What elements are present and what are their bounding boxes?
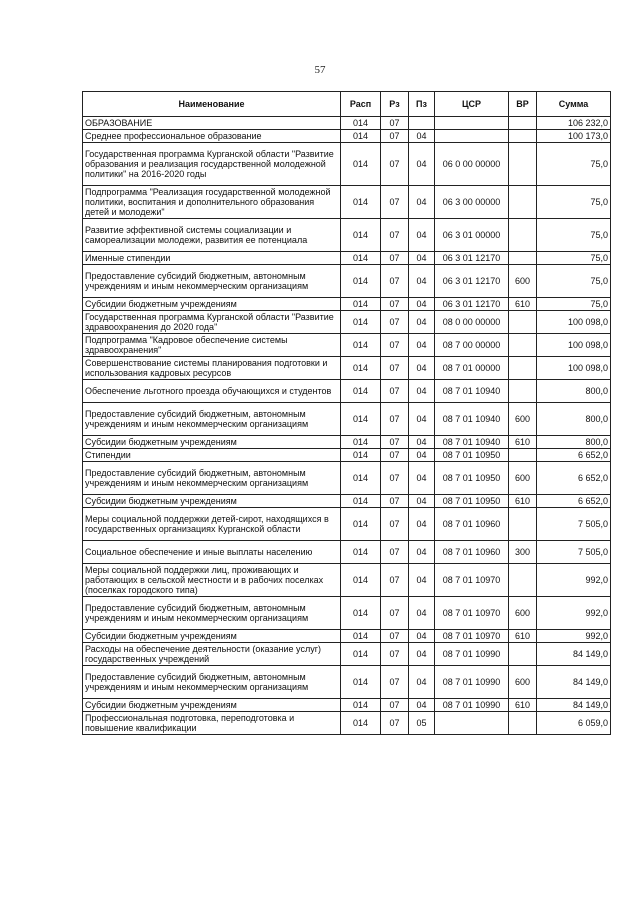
cell-sum: 75,0	[537, 265, 611, 298]
table-row	[83, 219, 611, 252]
header-name: Наименование	[83, 92, 341, 117]
cell-vr: 610	[509, 630, 537, 643]
table-row	[83, 380, 611, 403]
table-row	[83, 495, 611, 508]
table-row	[83, 357, 611, 380]
cell-csr: 08 7 01 10950	[435, 495, 509, 508]
cell-sum: 7 505,0	[537, 508, 611, 541]
cell-pz: 04	[409, 130, 435, 143]
cell-rasp: 014	[341, 449, 381, 462]
cell-name: Государственная программа Курганской области "Развитие здравоохранения до 2020 года"	[83, 311, 341, 334]
cell-csr: 06 3 01 12170	[435, 265, 509, 298]
table-row	[83, 462, 611, 495]
cell-sum: 84 149,0	[537, 666, 611, 699]
cell-csr: 06 0 00 00000	[435, 143, 509, 186]
cell-vr: 600	[509, 265, 537, 298]
cell-name: Субсидии бюджетным учреждениям	[83, 436, 341, 449]
cell-sum: 992,0	[537, 597, 611, 630]
cell-csr	[435, 117, 509, 130]
table-row	[83, 666, 611, 699]
cell-pz: 04	[409, 643, 435, 666]
table-row	[83, 643, 611, 666]
header-row	[83, 92, 611, 117]
cell-vr: 600	[509, 403, 537, 436]
cell-name: Субсидии бюджетным учреждениям	[83, 699, 341, 712]
cell-vr	[509, 449, 537, 462]
table-body	[83, 117, 611, 735]
cell-rasp: 014	[341, 712, 381, 735]
cell-pz: 04	[409, 541, 435, 564]
cell-rasp: 014	[341, 143, 381, 186]
cell-sum: 6 652,0	[537, 462, 611, 495]
cell-csr: 08 7 01 10940	[435, 380, 509, 403]
cell-rz: 07	[381, 334, 409, 357]
cell-rasp: 014	[341, 436, 381, 449]
cell-pz: 04	[409, 265, 435, 298]
table-row	[83, 186, 611, 219]
cell-vr: 610	[509, 699, 537, 712]
budget-table	[82, 91, 611, 735]
cell-rasp: 014	[341, 265, 381, 298]
cell-sum: 75,0	[537, 143, 611, 186]
cell-pz: 04	[409, 403, 435, 436]
cell-vr: 610	[509, 495, 537, 508]
cell-pz: 04	[409, 699, 435, 712]
header-sum: Сумма	[537, 92, 611, 117]
cell-pz: 04	[409, 508, 435, 541]
cell-sum: 6 652,0	[537, 495, 611, 508]
cell-rasp: 014	[341, 666, 381, 699]
cell-vr: 600	[509, 597, 537, 630]
cell-rz: 07	[381, 630, 409, 643]
cell-csr: 08 7 01 00000	[435, 357, 509, 380]
cell-sum: 6 652,0	[537, 449, 611, 462]
cell-pz: 04	[409, 143, 435, 186]
cell-rz: 07	[381, 219, 409, 252]
cell-rasp: 014	[341, 380, 381, 403]
cell-csr: 06 3 01 00000	[435, 219, 509, 252]
cell-name: Среднее профессиональное образование	[83, 130, 341, 143]
cell-rasp: 014	[341, 403, 381, 436]
cell-sum: 106 232,0	[537, 117, 611, 130]
cell-pz: 04	[409, 630, 435, 643]
cell-csr: 08 7 01 10990	[435, 699, 509, 712]
cell-rz: 07	[381, 357, 409, 380]
cell-vr	[509, 564, 537, 597]
cell-pz: 04	[409, 186, 435, 219]
cell-rz: 07	[381, 666, 409, 699]
table-row	[83, 117, 611, 130]
cell-pz: 04	[409, 357, 435, 380]
cell-csr: 08 7 01 10940	[435, 403, 509, 436]
cell-vr	[509, 380, 537, 403]
cell-name: Подпрограмма "Кадровое обеспечение системы здравоохранения"	[83, 334, 341, 357]
cell-name: Расходы на обеспечение деятельности (оказание услуг) государственных учреждений	[83, 643, 341, 666]
cell-pz: 04	[409, 380, 435, 403]
cell-vr	[509, 252, 537, 265]
table-row	[83, 712, 611, 735]
cell-rasp: 014	[341, 186, 381, 219]
cell-vr	[509, 219, 537, 252]
cell-csr: 08 7 01 10960	[435, 541, 509, 564]
cell-rasp: 014	[341, 357, 381, 380]
header-pz: Пз	[409, 92, 435, 117]
cell-pz: 04	[409, 462, 435, 495]
cell-rasp: 014	[341, 541, 381, 564]
cell-sum: 800,0	[537, 380, 611, 403]
cell-pz: 04	[409, 311, 435, 334]
cell-vr: 300	[509, 541, 537, 564]
cell-rz: 07	[381, 186, 409, 219]
cell-sum: 992,0	[537, 630, 611, 643]
cell-rasp: 014	[341, 564, 381, 597]
cell-sum: 7 505,0	[537, 541, 611, 564]
cell-pz: 04	[409, 219, 435, 252]
cell-sum: 800,0	[537, 436, 611, 449]
table-row	[83, 252, 611, 265]
table-row	[83, 699, 611, 712]
cell-pz	[409, 117, 435, 130]
cell-vr	[509, 508, 537, 541]
cell-vr	[509, 130, 537, 143]
cell-sum: 992,0	[537, 564, 611, 597]
cell-rasp: 014	[341, 130, 381, 143]
cell-rz: 07	[381, 643, 409, 666]
cell-vr: 600	[509, 666, 537, 699]
cell-pz: 04	[409, 298, 435, 311]
cell-vr	[509, 357, 537, 380]
cell-sum: 100 173,0	[537, 130, 611, 143]
page-number: 57	[314, 64, 326, 76]
table-row	[83, 298, 611, 311]
table-row	[83, 508, 611, 541]
cell-rasp: 014	[341, 495, 381, 508]
cell-name: Профессиональная подготовка, переподготовка и повышение квалификации	[83, 712, 341, 735]
cell-rasp: 014	[341, 252, 381, 265]
cell-rz: 07	[381, 597, 409, 630]
cell-rz: 07	[381, 265, 409, 298]
cell-name: Предоставление субсидий бюджетным, автономным учреждениям и иным некоммерческим организациям	[83, 666, 341, 699]
cell-rasp: 014	[341, 117, 381, 130]
cell-csr	[435, 712, 509, 735]
cell-csr: 06 3 00 00000	[435, 186, 509, 219]
cell-name: Меры социальной поддержки детей-сирот, находящихся в государственных организациях Курганской области	[83, 508, 341, 541]
cell-pz: 05	[409, 712, 435, 735]
cell-csr: 06 3 01 12170	[435, 252, 509, 265]
cell-sum: 800,0	[537, 403, 611, 436]
cell-vr: 610	[509, 298, 537, 311]
cell-sum: 75,0	[537, 219, 611, 252]
table-row	[83, 311, 611, 334]
cell-csr: 08 7 01 10940	[435, 436, 509, 449]
cell-sum: 100 098,0	[537, 357, 611, 380]
cell-pz: 04	[409, 597, 435, 630]
cell-rz: 07	[381, 449, 409, 462]
cell-csr: 06 3 01 12170	[435, 298, 509, 311]
cell-name: Стипендии	[83, 449, 341, 462]
cell-rasp: 014	[341, 311, 381, 334]
cell-csr: 08 7 00 00000	[435, 334, 509, 357]
cell-vr	[509, 643, 537, 666]
cell-name: Государственная программа Курганской области "Развитие образования и реализация государственной молодежной политики" на 2016-2020 годы	[83, 143, 341, 186]
cell-name: Обеспечение льготного проезда обучающихся и студентов	[83, 380, 341, 403]
cell-name: Субсидии бюджетным учреждениям	[83, 630, 341, 643]
table-row	[83, 597, 611, 630]
cell-name: Предоставление субсидий бюджетным, автономным учреждениям и иным некоммерческим организациям	[83, 597, 341, 630]
cell-sum: 100 098,0	[537, 311, 611, 334]
table-row	[83, 449, 611, 462]
cell-rasp: 014	[341, 597, 381, 630]
cell-name: Предоставление субсидий бюджетным, автономным учреждениям и иным некоммерческим организациям	[83, 265, 341, 298]
cell-rz: 07	[381, 403, 409, 436]
cell-name: Социальное обеспечение и иные выплаты населению	[83, 541, 341, 564]
cell-vr	[509, 712, 537, 735]
header-rasp: Расп	[341, 92, 381, 117]
cell-sum: 75,0	[537, 252, 611, 265]
cell-rasp: 014	[341, 643, 381, 666]
cell-name: ОБРАЗОВАНИЕ	[83, 117, 341, 130]
table-row	[83, 630, 611, 643]
cell-rz: 07	[381, 495, 409, 508]
cell-rz: 07	[381, 436, 409, 449]
cell-rasp: 014	[341, 699, 381, 712]
table-row	[83, 265, 611, 298]
cell-csr: 08 7 01 10950	[435, 462, 509, 495]
cell-pz: 04	[409, 449, 435, 462]
cell-pz: 04	[409, 436, 435, 449]
cell-vr: 610	[509, 436, 537, 449]
cell-name: Именные стипендии	[83, 252, 341, 265]
table-row	[83, 143, 611, 186]
header-rz: Рз	[381, 92, 409, 117]
cell-csr: 08 0 00 00000	[435, 311, 509, 334]
cell-csr: 08 7 01 10950	[435, 449, 509, 462]
cell-rz: 07	[381, 298, 409, 311]
cell-sum: 75,0	[537, 186, 611, 219]
cell-vr	[509, 143, 537, 186]
table-row	[83, 436, 611, 449]
header-vr: ВР	[509, 92, 537, 117]
cell-vr	[509, 117, 537, 130]
cell-rasp: 014	[341, 630, 381, 643]
cell-rz: 07	[381, 130, 409, 143]
cell-rz: 07	[381, 380, 409, 403]
cell-pz: 04	[409, 495, 435, 508]
cell-pz: 04	[409, 252, 435, 265]
cell-rz: 07	[381, 252, 409, 265]
cell-rasp: 014	[341, 508, 381, 541]
cell-name: Развитие эффективной системы социализации и самореализации молодежи, развития ее потенциала	[83, 219, 341, 252]
cell-sum: 100 098,0	[537, 334, 611, 357]
cell-rz: 07	[381, 508, 409, 541]
cell-name: Субсидии бюджетным учреждениям	[83, 495, 341, 508]
cell-rz: 07	[381, 117, 409, 130]
cell-csr: 08 7 01 10990	[435, 643, 509, 666]
cell-csr: 08 7 01 10970	[435, 630, 509, 643]
cell-rz: 07	[381, 564, 409, 597]
table-row	[83, 334, 611, 357]
cell-pz: 04	[409, 334, 435, 357]
cell-vr	[509, 334, 537, 357]
cell-sum: 84 149,0	[537, 643, 611, 666]
cell-rz: 07	[381, 699, 409, 712]
cell-sum: 6 059,0	[537, 712, 611, 735]
cell-sum: 75,0	[537, 298, 611, 311]
cell-rasp: 014	[341, 334, 381, 357]
table-row	[83, 564, 611, 597]
cell-pz: 04	[409, 666, 435, 699]
cell-rz: 07	[381, 462, 409, 495]
cell-sum: 84 149,0	[537, 699, 611, 712]
cell-rz: 07	[381, 712, 409, 735]
cell-vr	[509, 311, 537, 334]
header-csr: ЦСР	[435, 92, 509, 117]
cell-rz: 07	[381, 311, 409, 334]
cell-name: Меры социальной поддержки лиц, проживающих и работающих в сельской местности и в рабочих поселках (поселках городского типа)	[83, 564, 341, 597]
cell-csr: 08 7 01 10990	[435, 666, 509, 699]
cell-csr	[435, 130, 509, 143]
cell-vr: 600	[509, 462, 537, 495]
cell-csr: 08 7 01 10970	[435, 564, 509, 597]
table-row	[83, 403, 611, 436]
cell-pz: 04	[409, 564, 435, 597]
cell-csr: 08 7 01 10970	[435, 597, 509, 630]
cell-name: Предоставление субсидий бюджетным, автономным учреждениям и иным некоммерческим организациям	[83, 462, 341, 495]
cell-rasp: 014	[341, 462, 381, 495]
cell-name: Субсидии бюджетным учреждениям	[83, 298, 341, 311]
cell-rasp: 014	[341, 219, 381, 252]
cell-name: Совершенствование системы планирования подготовки и использования кадровых ресурсов	[83, 357, 341, 380]
cell-rz: 07	[381, 143, 409, 186]
cell-name: Подпрограмма "Реализация государственной молодежной политики, воспитания и дополнительного образования детей и молодежи"	[83, 186, 341, 219]
table-row	[83, 130, 611, 143]
cell-csr: 08 7 01 10960	[435, 508, 509, 541]
cell-vr	[509, 186, 537, 219]
cell-name: Предоставление субсидий бюджетным, автономным учреждениям и иным некоммерческим организациям	[83, 403, 341, 436]
cell-rasp: 014	[341, 298, 381, 311]
cell-rz: 07	[381, 541, 409, 564]
table-row	[83, 541, 611, 564]
